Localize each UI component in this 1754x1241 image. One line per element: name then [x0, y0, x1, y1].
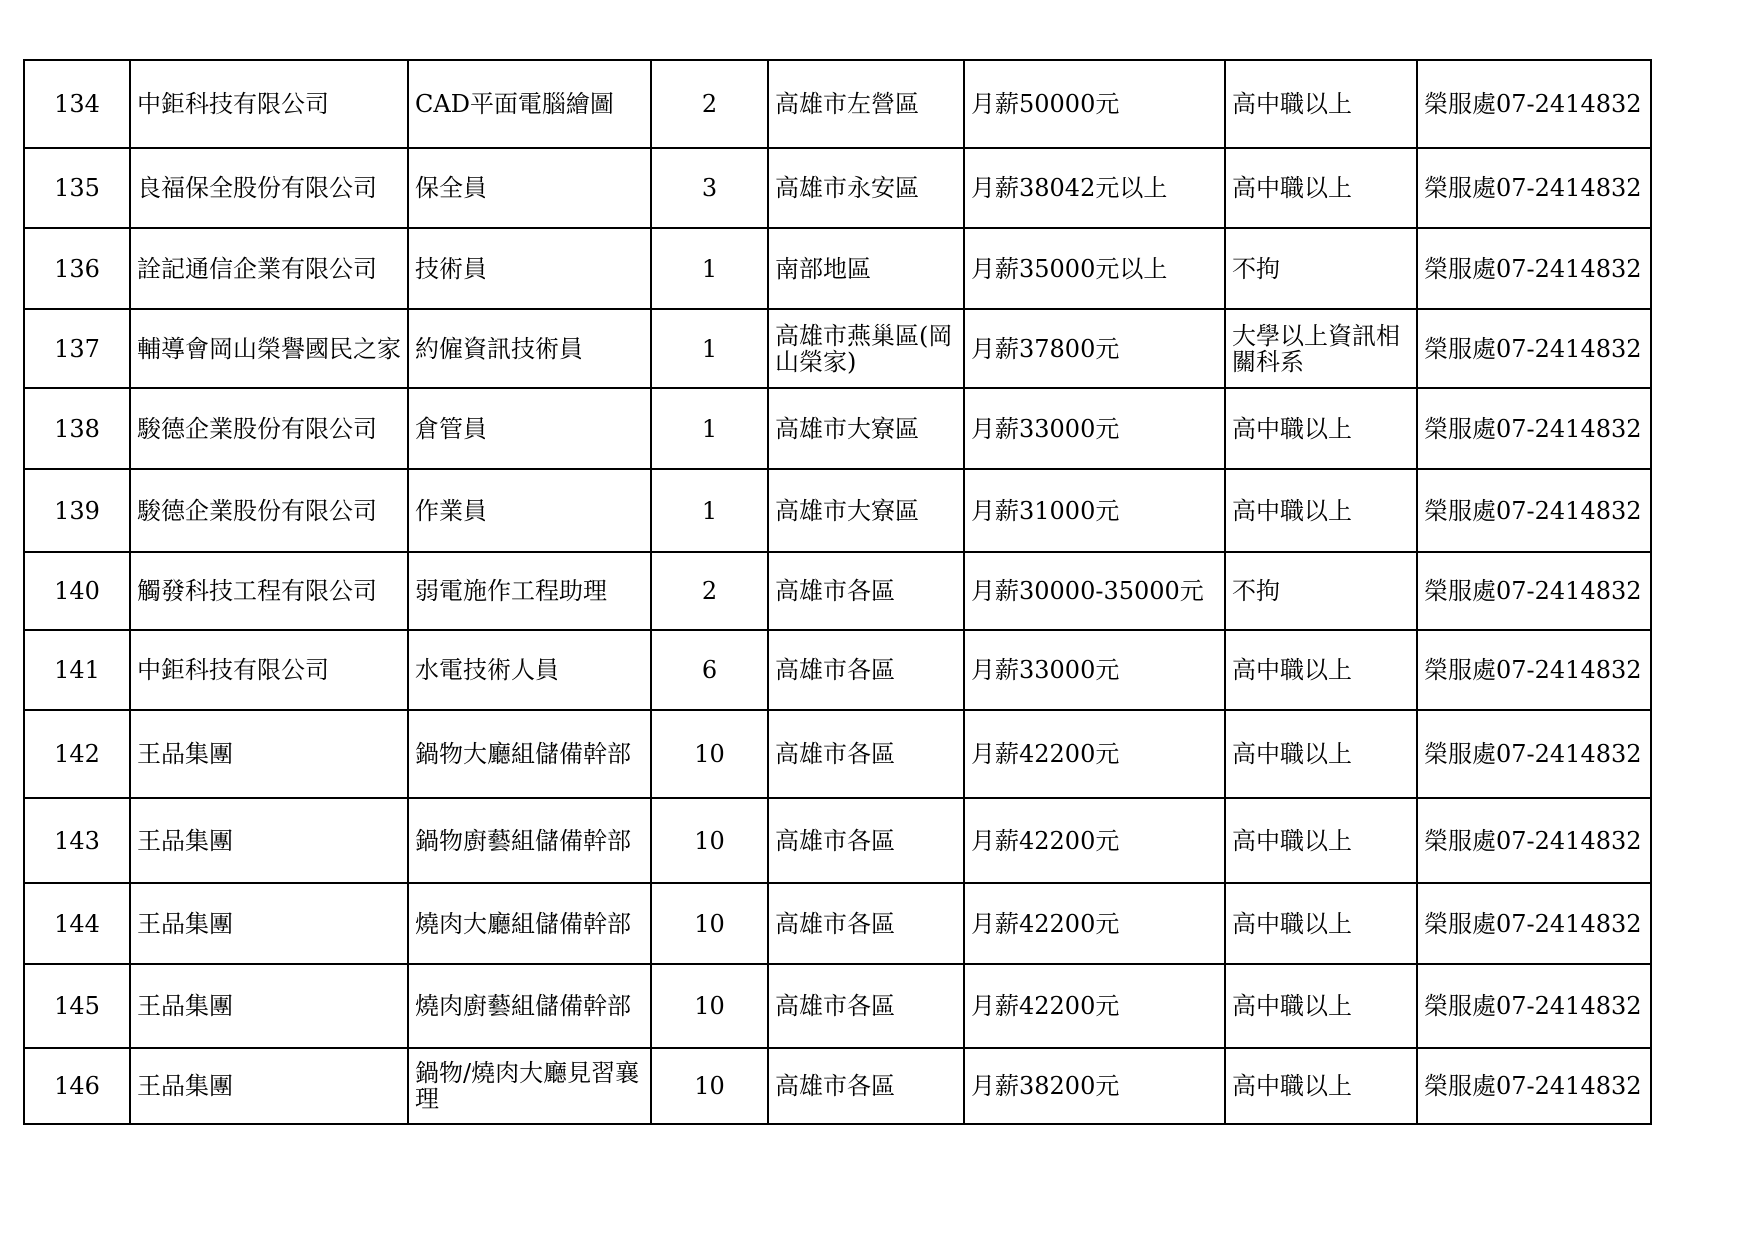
headcount-cell: 1	[651, 228, 768, 309]
contact-cell: 榮服處07-2414832	[1417, 60, 1651, 148]
education-cell: 高中職以上	[1225, 630, 1417, 710]
location-cell: 高雄市各區	[768, 964, 964, 1048]
company-cell: 王品集團	[130, 883, 408, 964]
education-cell: 高中職以上	[1225, 710, 1417, 798]
company-cell: 駿德企業股份有限公司	[130, 388, 408, 469]
table-row	[24, 798, 1651, 883]
contact-cell: 榮服處07-2414832	[1417, 1048, 1651, 1124]
education-cell: 高中職以上	[1225, 964, 1417, 1048]
salary-cell: 月薪31000元	[964, 469, 1225, 552]
salary-cell: 月薪30000-35000元	[964, 552, 1225, 630]
row-number: 146	[24, 1048, 130, 1124]
location-cell: 高雄市燕巢區(岡山榮家)	[768, 309, 964, 388]
headcount-cell: 10	[651, 964, 768, 1048]
row-number: 135	[24, 148, 130, 228]
headcount-cell: 1	[651, 469, 768, 552]
salary-cell: 月薪50000元	[964, 60, 1225, 148]
location-cell: 高雄市左營區	[768, 60, 964, 148]
company-cell: 王品集團	[130, 964, 408, 1048]
company-cell: 詮記通信企業有限公司	[130, 228, 408, 309]
company-cell: 駿德企業股份有限公司	[130, 469, 408, 552]
salary-cell: 月薪42200元	[964, 964, 1225, 1048]
location-cell: 高雄市大寮區	[768, 469, 964, 552]
salary-cell: 月薪35000元以上	[964, 228, 1225, 309]
location-cell: 南部地區	[768, 228, 964, 309]
education-cell: 高中職以上	[1225, 469, 1417, 552]
salary-cell: 月薪42200元	[964, 710, 1225, 798]
row-number: 138	[24, 388, 130, 469]
position-cell: 鍋物廚藝組儲備幹部	[408, 798, 651, 883]
row-number: 139	[24, 469, 130, 552]
headcount-cell: 6	[651, 630, 768, 710]
company-cell: 中鉅科技有限公司	[130, 60, 408, 148]
table-row	[24, 552, 1651, 630]
contact-cell: 榮服處07-2414832	[1417, 964, 1651, 1048]
job-rows	[24, 60, 1651, 1124]
contact-cell: 榮服處07-2414832	[1417, 148, 1651, 228]
headcount-cell: 10	[651, 1048, 768, 1124]
position-cell: 鍋物/燒肉大廳見習襄理	[408, 1048, 651, 1124]
row-number: 143	[24, 798, 130, 883]
contact-cell: 榮服處07-2414832	[1417, 630, 1651, 710]
position-cell: 倉管員	[408, 388, 651, 469]
location-cell: 高雄市大寮區	[768, 388, 964, 469]
education-cell: 高中職以上	[1225, 60, 1417, 148]
company-cell: 中鉅科技有限公司	[130, 630, 408, 710]
location-cell: 高雄市各區	[768, 1048, 964, 1124]
salary-cell: 月薪38200元	[964, 1048, 1225, 1124]
headcount-cell: 2	[651, 60, 768, 148]
education-cell: 不拘	[1225, 552, 1417, 630]
location-cell: 高雄市各區	[768, 798, 964, 883]
table-row	[24, 883, 1651, 964]
location-cell: 高雄市各區	[768, 883, 964, 964]
education-cell: 高中職以上	[1225, 883, 1417, 964]
education-cell: 高中職以上	[1225, 148, 1417, 228]
row-number: 134	[24, 60, 130, 148]
row-number: 141	[24, 630, 130, 710]
contact-cell: 榮服處07-2414832	[1417, 798, 1651, 883]
position-cell: 燒肉廚藝組儲備幹部	[408, 964, 651, 1048]
education-cell: 大學以上資訊相關科系	[1225, 309, 1417, 388]
table-row	[24, 388, 1651, 469]
position-cell: 約僱資訊技術員	[408, 309, 651, 388]
headcount-cell: 1	[651, 388, 768, 469]
position-cell: 燒肉大廳組儲備幹部	[408, 883, 651, 964]
contact-cell: 榮服處07-2414832	[1417, 388, 1651, 469]
table-row	[24, 964, 1651, 1048]
contact-cell: 榮服處07-2414832	[1417, 710, 1651, 798]
position-cell: 保全員	[408, 148, 651, 228]
contact-cell: 榮服處07-2414832	[1417, 552, 1651, 630]
row-number: 145	[24, 964, 130, 1048]
salary-cell: 月薪33000元	[964, 388, 1225, 469]
education-cell: 高中職以上	[1225, 798, 1417, 883]
headcount-cell: 3	[651, 148, 768, 228]
row-number: 136	[24, 228, 130, 309]
company-cell: 王品集團	[130, 798, 408, 883]
company-cell: 觸發科技工程有限公司	[130, 552, 408, 630]
education-cell: 高中職以上	[1225, 388, 1417, 469]
position-cell: 弱電施作工程助理	[408, 552, 651, 630]
headcount-cell: 1	[651, 309, 768, 388]
salary-cell: 月薪42200元	[964, 798, 1225, 883]
position-cell: 鍋物大廳組儲備幹部	[408, 710, 651, 798]
contact-cell: 榮服處07-2414832	[1417, 228, 1651, 309]
education-cell: 不拘	[1225, 228, 1417, 309]
table-row	[24, 309, 1651, 388]
contact-cell: 榮服處07-2414832	[1417, 309, 1651, 388]
headcount-cell: 2	[651, 552, 768, 630]
position-cell: 技術員	[408, 228, 651, 309]
education-cell: 高中職以上	[1225, 1048, 1417, 1124]
table-row	[24, 148, 1651, 228]
contact-cell: 榮服處07-2414832	[1417, 883, 1651, 964]
table-row	[24, 469, 1651, 552]
table-row	[24, 1048, 1651, 1124]
job-listing-table	[23, 59, 1652, 1125]
table-row	[24, 710, 1651, 798]
row-number: 140	[24, 552, 130, 630]
headcount-cell: 10	[651, 883, 768, 964]
company-cell: 輔導會岡山榮譽國民之家	[130, 309, 408, 388]
location-cell: 高雄市各區	[768, 630, 964, 710]
company-cell: 王品集團	[130, 1048, 408, 1124]
row-number: 137	[24, 309, 130, 388]
position-cell: 水電技術人員	[408, 630, 651, 710]
salary-cell: 月薪42200元	[964, 883, 1225, 964]
company-cell: 良福保全股份有限公司	[130, 148, 408, 228]
location-cell: 高雄市各區	[768, 710, 964, 798]
table-row	[24, 228, 1651, 309]
salary-cell: 月薪37800元	[964, 309, 1225, 388]
location-cell: 高雄市各區	[768, 552, 964, 630]
headcount-cell: 10	[651, 710, 768, 798]
row-number: 144	[24, 883, 130, 964]
table-row	[24, 60, 1651, 148]
headcount-cell: 10	[651, 798, 768, 883]
salary-cell: 月薪38042元以上	[964, 148, 1225, 228]
table-row	[24, 630, 1651, 710]
position-cell: 作業員	[408, 469, 651, 552]
row-number: 142	[24, 710, 130, 798]
salary-cell: 月薪33000元	[964, 630, 1225, 710]
company-cell: 王品集團	[130, 710, 408, 798]
location-cell: 高雄市永安區	[768, 148, 964, 228]
position-cell: CAD平面電腦繪圖	[408, 60, 651, 148]
contact-cell: 榮服處07-2414832	[1417, 469, 1651, 552]
